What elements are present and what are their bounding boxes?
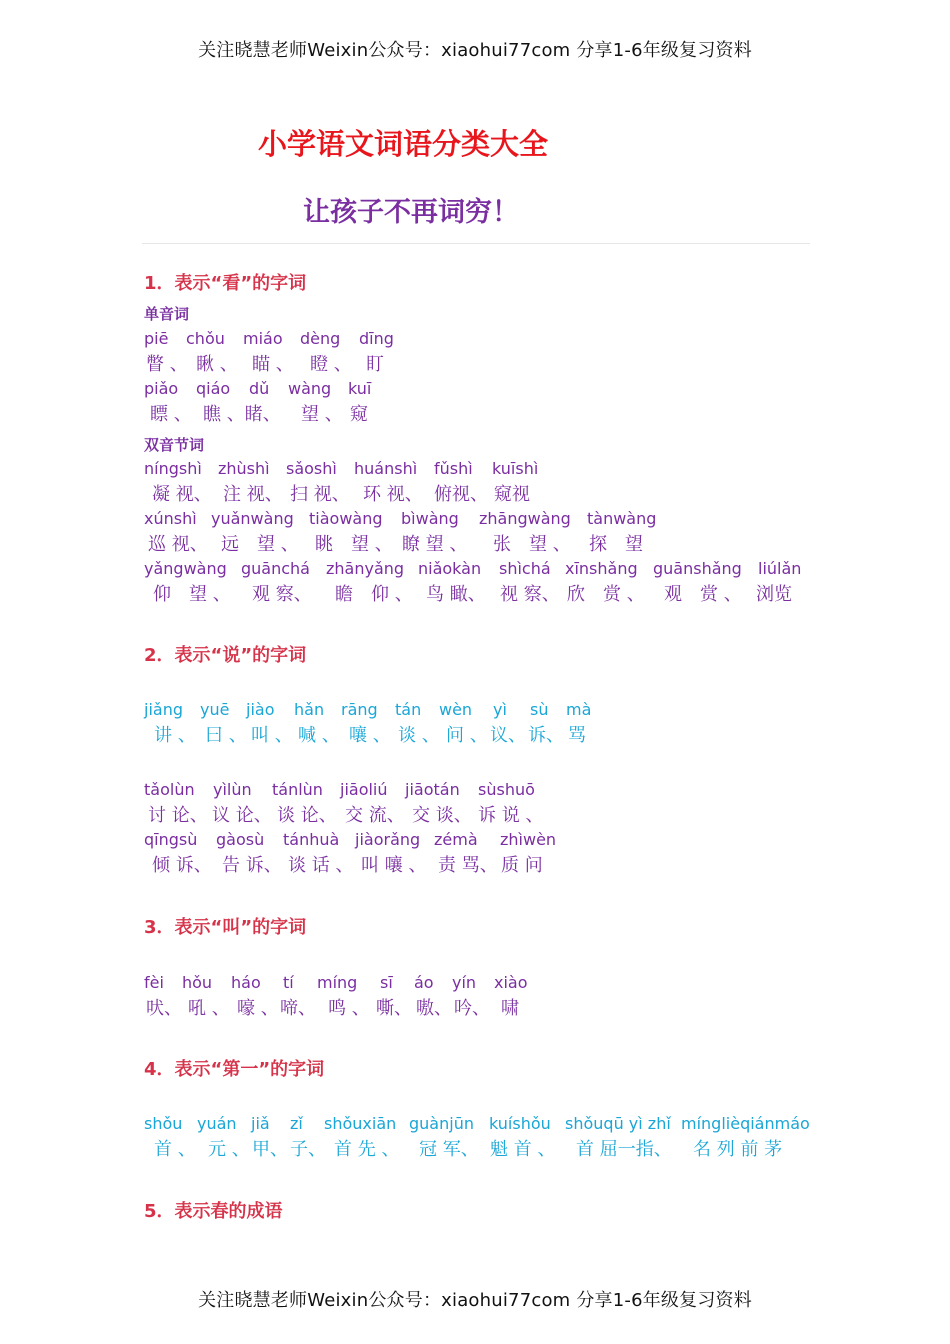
document-subtitle: 让孩子不再词穷！	[303, 197, 519, 228]
hanzi: 元 、	[208, 1139, 250, 1160]
pinyin: qiáo	[196, 379, 231, 398]
hanzi: 欣 赏 、	[567, 584, 645, 605]
section-heading: 5．表示春的成语	[144, 1201, 283, 1222]
hanzi: 嚎 、	[237, 998, 279, 1019]
hanzi: 骂	[568, 725, 586, 746]
hanzi: 观 察、	[252, 584, 312, 605]
hanzi: 甲、	[252, 1139, 288, 1160]
pinyin: zhìwèn	[500, 830, 557, 849]
pinyin: piǎo	[144, 379, 179, 398]
pinyin: shǒu	[144, 1114, 183, 1133]
pinyin: guānchá	[241, 559, 310, 578]
hanzi: 探 望	[589, 534, 643, 555]
pinyin: hǎn	[294, 700, 325, 719]
hanzi: 曰 、	[205, 725, 247, 746]
hanzi: 魁 首 、	[490, 1139, 556, 1160]
pinyin: yuán	[197, 1114, 237, 1133]
pinyin: zémà	[434, 830, 478, 849]
hanzi: 啸	[501, 998, 519, 1019]
pinyin: tiàowàng	[309, 509, 383, 528]
pinyin: kuīshì	[492, 459, 539, 478]
pinyin: tànwàng	[587, 509, 657, 528]
pinyin: jiāotán	[405, 780, 460, 799]
pinyin: tánlùn	[272, 780, 323, 799]
pinyin: dèng	[300, 329, 341, 348]
sub-heading-single: 单音词	[144, 305, 190, 323]
pinyin: wèn	[439, 700, 473, 719]
hanzi: 注 视、	[223, 484, 283, 505]
pinyin: tí	[283, 973, 294, 992]
section-heading: 4．表示“第一”的字词	[144, 1059, 325, 1080]
pinyin: áo	[414, 973, 434, 992]
hanzi: 责 骂、	[438, 855, 498, 876]
hanzi: 冠 军、	[419, 1139, 479, 1160]
hanzi: 谈 话 、	[288, 855, 354, 876]
pinyin: sǎoshì	[286, 459, 337, 478]
pinyin: xīnshǎng	[565, 559, 638, 578]
pinyin: zhùshì	[218, 459, 270, 478]
hanzi: 讨 论、	[148, 805, 208, 826]
hanzi: 名 列 前 茅	[693, 1139, 783, 1160]
hanzi: 环 视、	[363, 484, 423, 505]
pinyin: xúnshì	[144, 509, 197, 528]
sub-heading-double: 双音节词	[144, 436, 205, 454]
pinyin: piē	[144, 329, 169, 348]
hanzi: 告 诉、	[222, 855, 282, 876]
hanzi: 子、	[290, 1139, 326, 1160]
hanzi: 远 望 、	[221, 534, 299, 555]
pinyin: dīng	[359, 329, 394, 348]
pinyin: yuē	[200, 700, 230, 719]
pinyin: jiǎ	[251, 1114, 270, 1133]
hanzi: 窥	[350, 404, 368, 425]
hanzi: 吼 、	[188, 998, 230, 1019]
pinyin: míng	[317, 973, 358, 992]
pinyin: fǔshì	[434, 459, 473, 478]
pinyin: zǐ	[290, 1114, 303, 1133]
section-heading: 2．表示“说”的字词	[144, 645, 307, 666]
hanzi: 议、	[490, 725, 526, 746]
hanzi: 瞅 、	[196, 354, 238, 375]
hanzi: 望 、	[301, 404, 343, 425]
pinyin: yuǎnwàng	[211, 509, 294, 528]
pinyin: niǎokàn	[418, 559, 482, 578]
pinyin: tánhuà	[283, 830, 340, 849]
hanzi: 交 流、	[345, 805, 405, 826]
pinyin: liúlǎn	[758, 559, 802, 578]
hanzi: 凝 视、	[152, 484, 212, 505]
pinyin: miáo	[243, 329, 283, 348]
pinyin: guānshǎng	[653, 559, 742, 578]
pinyin: rāng	[341, 700, 378, 719]
hanzi: 鸣 、	[328, 998, 370, 1019]
pinyin: háo	[231, 973, 261, 992]
hanzi: 瞪 、	[310, 354, 352, 375]
header-note: 关注晓慧老师Weixin公众号：xiaohui77com 分享1-6年级复习资料	[198, 40, 752, 61]
pinyin: bìwàng	[401, 509, 459, 528]
hanzi: 扫 视、	[290, 484, 350, 505]
hanzi: 首 先 、	[334, 1139, 400, 1160]
hanzi: 浏览	[756, 584, 792, 605]
hanzi: 仰 望 、	[153, 584, 231, 605]
hanzi: 嗷、	[416, 998, 452, 1019]
hanzi: 瞧 、睹、	[203, 404, 281, 425]
pinyin: yìlùn	[213, 780, 252, 799]
hanzi: 瞟 、	[150, 404, 192, 425]
pinyin: hǒu	[182, 973, 213, 992]
hanzi: 瞄 、	[252, 354, 294, 375]
hanzi: 吠、	[146, 998, 182, 1019]
pinyin: xiào	[494, 973, 528, 992]
pinyin: wàng	[288, 379, 332, 398]
pinyin: tán	[395, 700, 422, 719]
hanzi: 嚷 、	[349, 725, 391, 746]
pinyin: yǎngwàng	[144, 559, 227, 578]
pinyin: jiàorǎng	[355, 830, 421, 849]
pinyin: gàosù	[216, 830, 265, 849]
hanzi: 喊 、	[298, 725, 340, 746]
hanzi: 讲 、	[154, 725, 196, 746]
hanzi: 瞥 、	[146, 354, 188, 375]
pinyin: chǒu	[186, 329, 225, 348]
pinyin: shǒuxiān	[324, 1114, 397, 1133]
hanzi: 叫 嚷 、	[361, 855, 427, 876]
hanzi: 诉 说 、	[478, 805, 544, 826]
pinyin: jiāoliú	[340, 780, 388, 799]
hanzi: 谈 、	[398, 725, 440, 746]
pinyin: shìchá	[499, 559, 551, 578]
pinyin: sī	[380, 973, 393, 992]
divider	[142, 243, 810, 244]
section-heading: 3．表示“叫”的字词	[144, 917, 307, 938]
hanzi: 议 论、	[212, 805, 272, 826]
hanzi: 窥视	[494, 484, 530, 505]
pinyin: kuī	[348, 379, 372, 398]
pinyin: fèi	[144, 973, 164, 992]
hanzi: 瞭 望 、	[402, 534, 468, 555]
pinyin: zhāngwàng	[479, 509, 571, 528]
hanzi: 巡 视、	[148, 534, 208, 555]
hanzi: 问 、	[446, 725, 488, 746]
pinyin: mínglièqiánmáo	[681, 1114, 810, 1133]
pinyin: zhānyǎng	[326, 559, 405, 578]
pinyin: mà	[566, 700, 592, 719]
hanzi: 眺 望 、	[315, 534, 393, 555]
pinyin: kuíshǒu	[489, 1114, 551, 1133]
pinyin: jiǎng	[144, 700, 183, 719]
document-title: 小学语文词语分类大全	[258, 127, 549, 161]
hanzi: 视 察、	[500, 584, 560, 605]
hanzi: 谈 论、	[277, 805, 337, 826]
hanzi: 诉、	[528, 725, 564, 746]
hanzi: 张 望 、	[493, 534, 571, 555]
hanzi: 俯视、	[434, 484, 488, 505]
hanzi: 质 问	[501, 855, 543, 876]
pinyin: yì	[493, 700, 507, 719]
footer-note: 关注晓慧老师Weixin公众号：xiaohui77com 分享1-6年级复习资料	[198, 1290, 752, 1311]
hanzi: 叫 、	[251, 725, 293, 746]
pinyin: níngshì	[144, 459, 202, 478]
pinyin: yín	[452, 973, 477, 992]
hanzi: 嘶、	[376, 998, 412, 1019]
hanzi: 瞻 仰 、	[335, 584, 413, 605]
pinyin: shǒuqū yì zhǐ	[565, 1114, 671, 1133]
pinyin: sùshuō	[478, 780, 535, 799]
pinyin: tǎolùn	[144, 780, 195, 799]
pinyin: jiào	[246, 700, 275, 719]
pinyin: guànjūn	[409, 1114, 474, 1133]
pinyin: sù	[530, 700, 549, 719]
pinyin: dǔ	[249, 379, 270, 398]
section-heading: 1．表示“看”的字词	[144, 273, 307, 294]
pinyin: huánshì	[354, 459, 418, 478]
hanzi: 盯	[366, 354, 384, 375]
pinyin: qīngsù	[144, 830, 198, 849]
hanzi: 首 、	[154, 1139, 196, 1160]
hanzi: 首 屈一指、	[576, 1139, 672, 1160]
hanzi: 观 赏 、	[664, 584, 742, 605]
hanzi: 倾 诉、	[152, 855, 212, 876]
hanzi: 吟、	[454, 998, 490, 1019]
hanzi: 啼、	[280, 998, 316, 1019]
hanzi: 交 谈、	[412, 805, 472, 826]
hanzi: 鸟 瞰、	[426, 584, 486, 605]
